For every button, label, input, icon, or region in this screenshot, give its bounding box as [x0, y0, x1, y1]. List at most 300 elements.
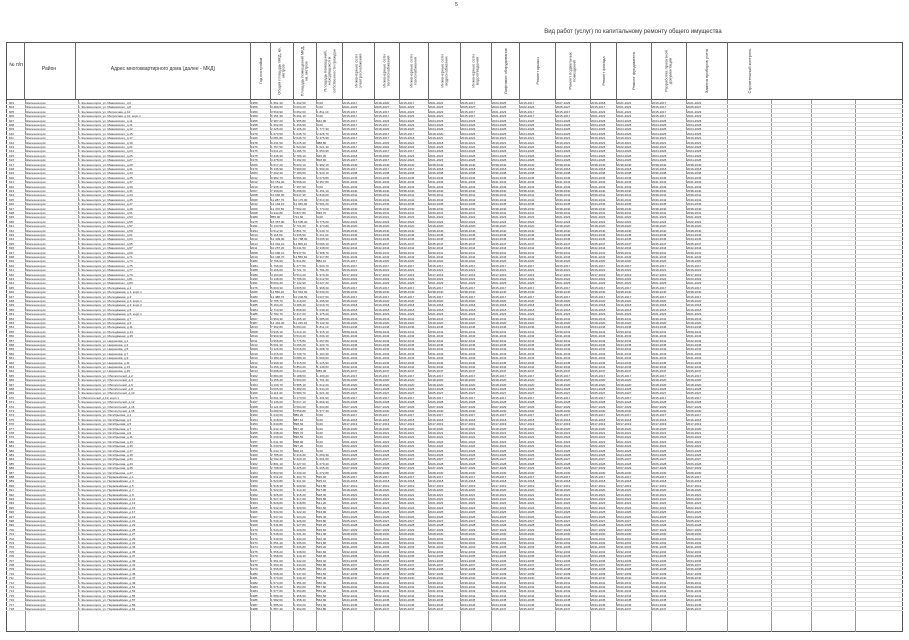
table-cell: 2015-2017 [591, 373, 606, 378]
table-cell: 2036-2038 [520, 567, 535, 572]
table-cell: 1 349,40 [294, 576, 306, 581]
table-cell: 2036-2038 [429, 171, 444, 176]
table-cell: 2019-2021 [556, 431, 571, 435]
table-cell: 2023-2025 [520, 510, 535, 515]
table-cell: Железногорск [26, 294, 46, 299]
table-cell: 2039-2041 [617, 193, 632, 198]
table-cell: 603 [9, 101, 15, 105]
table-cell: 2044-2046 [520, 233, 535, 237]
table-cell: 2041-2043 [375, 334, 390, 339]
table-cell: 2 786,10 [294, 153, 306, 158]
table-cell: 2021-2023 [556, 501, 571, 506]
table-cell: 2022-2024 [375, 219, 390, 224]
table-cell: 2041-2043 [520, 255, 535, 259]
table-cell: 2018-2020 [343, 321, 358, 325]
table-cell: 2044-2046 [429, 602, 444, 607]
table-cell: 2039-2041 [400, 316, 415, 321]
table-cell: 2030-2032 [687, 541, 702, 545]
table-cell: 2017-2019 [375, 272, 390, 277]
table-cell: 2041-2043 [400, 334, 415, 339]
table-cell: 2016-2018 [591, 167, 606, 171]
table-cell: 2021-2023 [556, 439, 571, 444]
table-cell: 4 344,80 [271, 211, 283, 215]
table-cell: 7 362,80 [271, 325, 283, 330]
table-cell: 2038-2040 [556, 162, 571, 167]
table-cell: 2039-2041 [461, 316, 476, 321]
table-cell: 12 491,00 [271, 321, 285, 325]
table-cell: 1958 [251, 123, 258, 127]
table-cell: 534,00 [317, 510, 327, 515]
table-cell: 2042-2044 [375, 246, 390, 251]
table-cell: 1 757,50 [271, 145, 283, 149]
table-cell: 2044-2046 [617, 325, 632, 330]
table-cell: 2024-2026 [429, 387, 444, 391]
table-cell: 2041-2043 [400, 356, 415, 361]
table-cell: 1 049,70 [317, 228, 329, 233]
table-cell: 2030-2032 [520, 541, 535, 545]
table-row [6, 515, 903, 519]
table-cell: 2015-2017 [343, 167, 358, 171]
table-cell: 1980 [251, 294, 258, 299]
table-cell: Железногорск [26, 211, 46, 215]
table-cell: 2025-2027 [687, 519, 702, 523]
table-cell: 3 684,60 [271, 373, 283, 378]
table-cell: 2018-2020 [461, 299, 476, 303]
table-cell: 2015-2017 [652, 373, 667, 378]
table-cell: 546,60 [317, 549, 327, 554]
table-cell: 2024-2026 [591, 127, 606, 132]
table-cell: 4 611,20 [271, 149, 283, 154]
table-cell: 3 560,90 [271, 109, 283, 114]
table-cell: 2018-2020 [687, 382, 702, 387]
table-cell: 2022-2024 [520, 105, 535, 110]
table-cell: 1 313,40 [294, 488, 306, 493]
table-cell: 2013 [251, 325, 258, 330]
table-cell: 9 647,30 [294, 193, 306, 198]
table-cell: 2038-2040 [687, 162, 702, 167]
table-cell: 2031-2033 [429, 545, 444, 550]
table-cell: 2038-2040 [652, 162, 667, 167]
table-cell: 2024-2026 [591, 149, 606, 154]
table-cell: 2039-2041 [652, 193, 667, 198]
table-cell: 2022-2024 [617, 444, 632, 449]
table-cell: 2015-2017 [520, 413, 535, 418]
table-cell: г. Железногорск, ул. Первомайская, д.33 [79, 545, 136, 550]
table-cell: 690 [9, 483, 15, 488]
table-cell: 2017-2019 [652, 422, 667, 427]
table-row [6, 563, 903, 567]
table-cell: 2038-2040 [400, 576, 415, 581]
table-row [6, 132, 903, 136]
table-row [6, 141, 903, 145]
table-cell: 1982 [251, 580, 258, 585]
table-cell: 2018-2020 [461, 378, 476, 383]
table-cell: 2015-2017 [400, 395, 415, 400]
table-cell: 1 326,00 [294, 519, 306, 523]
table-cell: 2043-2045 [687, 202, 702, 207]
table-cell: 1 315,20 [294, 492, 306, 497]
table-cell: 0,00 [317, 114, 323, 119]
table-cell: 2019-2021 [556, 136, 571, 141]
table-cell: 2021-2023 [652, 439, 667, 444]
table-cell: г. Железногорск, ул. Молодёжная, д.5, корп.1 [79, 312, 142, 317]
table-cell: 611 [9, 136, 14, 141]
table-cell: 2041-2043 [375, 184, 390, 189]
table-cell: Железногорск [26, 431, 46, 435]
table-cell: 13 391,10 [271, 241, 285, 246]
table-cell: 2045-2047 [429, 369, 444, 374]
table-cell: г. Железногорск, ул. Маяковского, д.8 [79, 105, 131, 110]
table-cell: 2016-2018 [400, 417, 415, 422]
table-cell: 2041-2043 [687, 356, 702, 361]
table-cell: 2036-2038 [652, 171, 667, 176]
table-cell: 2031-2033 [652, 545, 667, 550]
table-cell: 10 798,00 [294, 237, 308, 242]
table-cell: г. Железногорск, ул. Маяковского, д.35 [79, 175, 133, 180]
table-row [6, 391, 903, 395]
table-cell: 2030-2032 [375, 541, 390, 545]
table-row [6, 581, 903, 585]
table-cell: Железногорск [26, 492, 46, 497]
table-cell: 2018-2020 [591, 378, 606, 383]
table-cell: 2043-2045 [617, 343, 632, 347]
table-cell: 2015-2017 [652, 413, 667, 418]
table-cell: 1988 [251, 268, 258, 273]
table-cell: 2016-2018 [492, 167, 507, 171]
table-cell: 2043-2045 [492, 202, 507, 207]
table-cell: 7 502,20 [294, 206, 306, 211]
table-cell: 2042-2044 [652, 365, 667, 369]
table-cell: 2026-2028 [617, 461, 632, 466]
table-cell: 694 [9, 501, 15, 506]
header-column-label: Разработка проектной документации [663, 50, 673, 92]
table-cell: 2018-2020 [400, 426, 415, 431]
table-row [6, 154, 903, 158]
table-cell: Железногорск [26, 589, 46, 594]
table-row [6, 431, 903, 435]
table-cell: 2015-2017 [461, 263, 476, 268]
table-cell: 2015-2017 [400, 167, 415, 171]
table-cell: 2045-2047 [375, 607, 390, 611]
table-cell: 2011 [251, 246, 258, 251]
table-cell: 2043-2045 [652, 202, 667, 207]
table-cell: Железногорск [26, 268, 46, 273]
table-cell: 2045-2047 [429, 241, 444, 246]
table-cell: 2041-2043 [591, 356, 606, 361]
table-cell: 2 785,70 [271, 299, 283, 303]
table-row [6, 519, 903, 523]
table-cell: 2029-2031 [652, 536, 667, 541]
table-cell: 2024-2026 [652, 514, 667, 519]
table-cell: 1 043,00 [271, 413, 283, 418]
table-cell: 5 118,60 [271, 233, 283, 237]
table-cell: 2043-2045 [429, 175, 444, 180]
table-cell: 2036-2038 [556, 567, 571, 572]
table-cell: г. Железногорск, ул. Обогатителей, д.2 [79, 373, 133, 378]
table-cell: 2021-2023 [400, 109, 415, 114]
table-cell: 2018-2020 [556, 224, 571, 229]
table-cell: 2030-2032 [461, 541, 476, 545]
table-cell: 3 052,00 [294, 109, 306, 114]
table-cell: 2042-2044 [492, 246, 507, 251]
table-row [6, 457, 903, 461]
table-row [6, 339, 903, 343]
table-cell: 2042-2044 [429, 365, 444, 369]
table-cell: 11 046,00 [294, 202, 308, 207]
table-cell: 2044-2046 [591, 233, 606, 237]
table-row [6, 119, 903, 123]
table-cell: 2 226,70 [317, 131, 329, 136]
table-cell: 2037-2039 [520, 571, 535, 576]
table-cell: 2016-2018 [687, 303, 702, 308]
table-cell: 2021-2023 [429, 312, 444, 317]
table-cell: 1964 [251, 501, 258, 506]
table-cell: 7 357,90 [294, 184, 306, 189]
table-cell: 2038-2040 [461, 189, 476, 193]
table-cell: 2038-2040 [343, 162, 358, 167]
table-cell: 2024-2026 [520, 387, 535, 391]
table-cell: 3 854,20 [294, 365, 306, 369]
table-cell: г. Железногорск, ул. Первомайская, д.1 [79, 475, 134, 479]
table-cell: г. Железногорск, ул. Некрасова, д.7 [79, 351, 129, 356]
table-cell: Железногорск [26, 184, 46, 189]
table-cell: 1 336,80 [294, 545, 306, 550]
table-cell: 2028-2030 [429, 409, 444, 413]
table-cell: 2024-2026 [687, 387, 702, 391]
table-cell: 2016-2018 [652, 417, 667, 422]
table-row [6, 312, 903, 316]
table-cell: Железногорск [26, 206, 46, 211]
table-cell: 1 773,00 [317, 206, 329, 211]
table-cell: 2015-2017 [461, 395, 476, 400]
table-cell: 2045-2047 [617, 241, 632, 246]
table-cell: 4 136,00 [271, 400, 283, 405]
table-cell: 2022-2024 [461, 444, 476, 449]
table-row [6, 603, 903, 607]
table-cell: 2039-2041 [520, 211, 535, 215]
table-cell: 677 [9, 426, 15, 431]
table-cell: 2024-2026 [461, 158, 476, 163]
table-cell: 2024-2026 [492, 123, 507, 127]
table-cell: г. Железногорск, ул. Маяковского, д.21 [79, 145, 133, 149]
table-cell: 2020-2022 [652, 277, 667, 281]
table-cell: 2018-2020 [400, 127, 415, 132]
table-cell: 1 537,00 [271, 514, 283, 519]
table-cell: 7 390,80 [271, 189, 283, 193]
table-cell: 2017-2019 [429, 483, 444, 488]
table-cell: 2021-2023 [429, 101, 444, 105]
table-cell: 818,00 [317, 158, 327, 163]
table-cell: 1979 [251, 567, 258, 572]
table-cell: 2033-2035 [591, 554, 606, 559]
table-row [6, 259, 903, 263]
header-column-11 [519, 42, 555, 100]
table-cell: 2042-2044 [400, 365, 415, 369]
table-cell: 2 430,30 [294, 470, 306, 475]
table-cell: Железногорск [26, 334, 46, 339]
table-cell: 2015-2017 [375, 373, 390, 378]
table-cell: 2039-2041 [492, 250, 507, 255]
table-cell: 2018-2020 [520, 224, 535, 229]
table-cell: 2024-2026 [687, 158, 702, 163]
table-cell: Железногорск [26, 501, 46, 506]
table-cell: 2015-2017 [400, 101, 415, 105]
table-cell: 2022-2024 [343, 219, 358, 224]
table-cell: 613 [9, 145, 15, 149]
table-cell: 2045-2047 [461, 369, 476, 374]
table-row [6, 497, 903, 501]
table-cell: 2038-2040 [492, 162, 507, 167]
table-cell: 2045-2047 [591, 607, 606, 611]
table-cell: 681 [9, 444, 15, 449]
table-cell: 2015-2017 [652, 395, 667, 400]
table-cell: 2006 [251, 206, 258, 211]
table-row [6, 413, 903, 417]
table-cell: 1976 [251, 145, 258, 149]
table-cell: 2042-2044 [343, 338, 358, 343]
table-cell: Железногорск [26, 101, 46, 105]
table-cell: 2039-2041 [617, 250, 632, 255]
table-cell: 2041-2043 [617, 184, 632, 189]
table-cell: 2045-2047 [652, 241, 667, 246]
table-cell: Железногорск [26, 510, 46, 515]
table-cell: 2012 [251, 343, 258, 347]
table-cell: г. Железногорск, ул. Молодёжная, д.3, корп.2 [79, 303, 142, 308]
table-cell: 2015-2017 [520, 294, 535, 299]
table-row [6, 114, 903, 118]
table-cell: 2018-2020 [556, 378, 571, 383]
table-cell: 643 [9, 277, 15, 281]
table-cell: 2020-2022 [687, 497, 702, 501]
table-cell: 2 012,50 [317, 277, 329, 281]
table-cell: 2036-2038 [652, 567, 667, 572]
table-cell: 2032-2034 [461, 549, 476, 554]
table-cell: 2024-2026 [520, 158, 535, 163]
table-cell: 3 617,10 [294, 400, 306, 405]
table-cell: 2019-2021 [556, 492, 571, 497]
table-cell: 1 039,10 [317, 334, 329, 339]
table-cell: 2039-2041 [429, 316, 444, 321]
table-cell: г. Обогатителей, д.10, корп.1 [79, 395, 119, 400]
table-cell: 2024-2026 [492, 158, 507, 163]
table-cell: 2023-2025 [400, 448, 415, 453]
table-cell: 2017-2019 [400, 483, 415, 488]
table-cell: 1 085,00 [317, 316, 329, 321]
table-cell: 2035-2037 [461, 563, 476, 567]
table-cell: 2038-2040 [520, 162, 535, 167]
table-cell: 2043-2045 [520, 360, 535, 365]
table-row [6, 255, 903, 259]
table-cell: 2 782,70 [271, 312, 283, 317]
table-cell: г. Железногорск, ул. Маяковского, д.77 [79, 268, 133, 273]
table-cell: 2043-2045 [556, 175, 571, 180]
table-cell: 2028-2030 [556, 409, 571, 413]
table-cell: 1 568,20 [271, 571, 283, 576]
table-cell: 1965 [251, 387, 258, 391]
table-cell: 1 662,60 [271, 123, 283, 127]
table-cell: 2039-2041 [591, 580, 606, 585]
table-cell: 2024-2026 [461, 131, 476, 136]
table-cell: 1964 [251, 382, 258, 387]
table-row [6, 136, 903, 140]
table-cell: 2019-2021 [617, 492, 632, 497]
table-cell: 1 590,20 [317, 167, 329, 171]
table-cell: 2018-2020 [492, 382, 507, 387]
table-cell: 2018-2020 [520, 426, 535, 431]
table-cell: 1962 [251, 373, 258, 378]
table-cell: 616 [9, 158, 15, 163]
table-cell: 2017-2019 [492, 272, 507, 277]
table-cell: Железногорск [26, 307, 46, 312]
table-cell: 2027-2029 [461, 466, 476, 471]
table-cell: 2028-2030 [461, 470, 476, 475]
table-cell: 2018-2020 [429, 426, 444, 431]
table-cell: 1984 [251, 307, 258, 312]
table-cell: 2015-2017 [375, 263, 390, 268]
table-cell: 2026-2028 [375, 400, 390, 405]
table-cell: 2031-2033 [591, 545, 606, 550]
table-cell: 2044-2046 [429, 233, 444, 237]
table-cell: 2018-2020 [556, 321, 571, 325]
table-cell: 2024-2026 [492, 149, 507, 154]
table-cell: 2024-2026 [617, 158, 632, 163]
table-cell: Железногорск [26, 105, 46, 110]
table-cell: 1 565,80 [271, 567, 283, 572]
table-cell: 2026-2028 [591, 523, 606, 528]
table-cell: 693 [9, 497, 15, 501]
table-cell: 2043-2045 [400, 360, 415, 365]
table-cell: 2041-2043 [461, 334, 476, 339]
table-cell: 2015-2017 [400, 373, 415, 378]
table-cell: 2017-2019 [429, 422, 444, 427]
table-cell: 2024-2026 [400, 453, 415, 457]
table-cell: 2037-2039 [652, 571, 667, 576]
table-cell: 2039-2041 [343, 316, 358, 321]
table-cell: 1959 [251, 448, 258, 453]
table-cell: 2043-2045 [652, 175, 667, 180]
table-cell: Железногорск [26, 470, 46, 475]
table-cell: 2026-2028 [461, 523, 476, 528]
table-cell: 2020-2022 [492, 497, 507, 501]
table-cell: 2024-2026 [461, 153, 476, 158]
table-cell: 2043-2045 [375, 360, 390, 365]
table-cell: 1 041,30 [271, 439, 283, 444]
table-cell: 2021-2023 [492, 215, 507, 220]
table-cell: 2041-2043 [591, 351, 606, 356]
table-cell: 2043-2045 [492, 175, 507, 180]
table-cell: 2023-2025 [461, 448, 476, 453]
table-cell: 2045-2047 [492, 607, 507, 611]
table-cell: 2018-2020 [375, 224, 390, 229]
table-cell: 2045-2047 [400, 241, 415, 246]
table-cell: 2019-2021 [375, 492, 390, 497]
table-cell: 2018-2020 [400, 299, 415, 303]
table-cell: 645 [9, 285, 15, 290]
table-cell: 3 166,60 [271, 268, 283, 273]
table-cell: 1965 [251, 127, 258, 132]
table-cell: 2023-2025 [375, 510, 390, 515]
table-cell: 680 [9, 439, 15, 444]
table-cell: 2015-2017 [520, 475, 535, 479]
table-cell: 2016-2018 [687, 307, 702, 312]
table-cell: 2003 [251, 171, 258, 176]
table-cell: 2019-2021 [492, 136, 507, 141]
table-cell: Железногорск [26, 158, 46, 163]
table-cell: 2019-2021 [461, 492, 476, 497]
table-cell: 2039-2041 [556, 211, 571, 215]
table-cell: 2041-2043 [429, 356, 444, 361]
table-cell: 2032-2034 [520, 549, 535, 554]
